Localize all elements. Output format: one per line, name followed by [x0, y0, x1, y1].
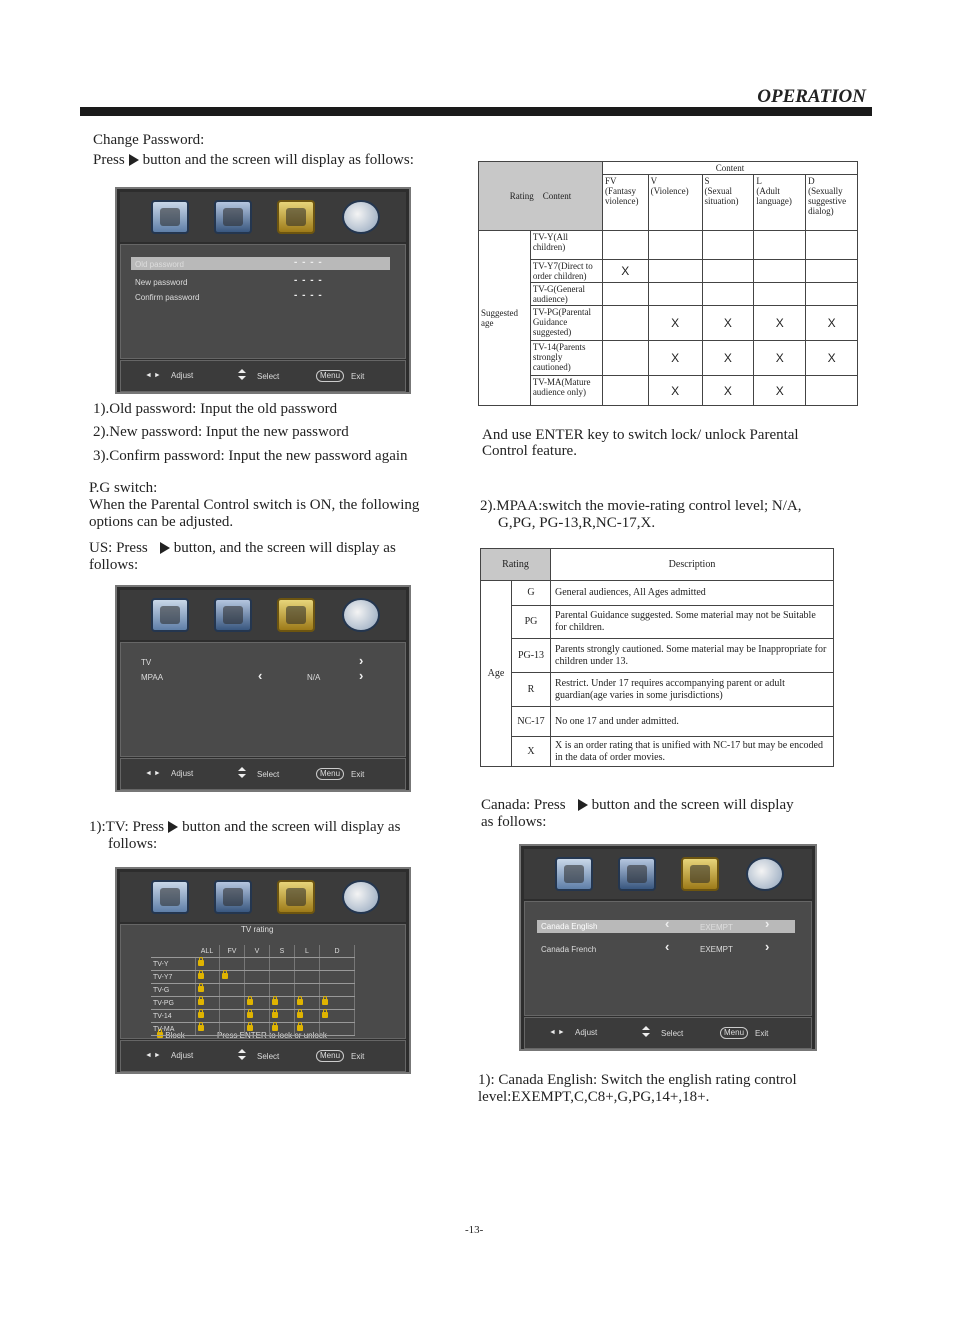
canada-line1	[481, 797, 794, 814]
menu-button[interactable]: Menu	[720, 1027, 748, 1039]
mark	[602, 231, 648, 260]
mark	[754, 231, 806, 260]
us-line2: follows:	[89, 557, 139, 573]
mark: X	[754, 376, 806, 406]
content-header: Content	[542, 191, 572, 201]
menu-icon-bar	[524, 849, 812, 899]
exit-label: Exit	[351, 1052, 365, 1061]
canada-french-value: EXEMPT	[700, 945, 733, 954]
cell	[245, 971, 270, 984]
picture-icon	[151, 598, 189, 632]
lock-cell[interactable]	[220, 971, 245, 984]
pw-item-3: 3).Confirm password: Input the new password again	[93, 448, 408, 464]
row-tv-pg: TV-PG	[151, 997, 195, 1010]
col-fv: FV	[220, 945, 245, 958]
tv-line2: follows:	[108, 836, 158, 852]
exit-label: Exit	[755, 1029, 769, 1038]
cell	[295, 971, 320, 984]
lock-cell[interactable]	[270, 997, 295, 1010]
mark	[806, 260, 858, 283]
chevron-right-icon[interactable]: ›	[359, 668, 364, 683]
password-panel	[120, 244, 406, 359]
enter-line2: Control feature.	[482, 443, 577, 459]
change-password-title: Change Password:	[93, 132, 205, 148]
chevron-right-icon[interactable]: ›	[765, 916, 770, 931]
pw-item-1: 1).Old password: Input the old password	[93, 401, 338, 417]
password-screen	[115, 187, 411, 394]
col-l: L (Adult language)	[754, 175, 806, 231]
setup-gear-icon	[277, 200, 315, 234]
sound-icon	[214, 200, 252, 234]
canada-rating-screen	[519, 844, 817, 1051]
canada-english-item[interactable]: Canada English	[541, 922, 598, 931]
mpaa-item[interactable]: MPAA	[141, 673, 164, 682]
suggested-age: Suggested age	[479, 231, 531, 406]
canada-english-line2: level:EXEMPT,C,C8+,G,PG,14+,18+.	[478, 1089, 710, 1105]
screen-footer	[120, 1040, 406, 1072]
canada-french-item[interactable]: Canada French	[541, 945, 597, 954]
pg-switch-line2: options can be adjusted.	[89, 514, 234, 530]
row-tv-ma: TV-MA	[151, 1023, 195, 1036]
tv-text-2: button and the screen will display as	[182, 819, 401, 835]
sound-icon	[618, 857, 656, 891]
confirm-password-field[interactable]: - - - -	[294, 290, 323, 301]
picture-icon	[555, 857, 593, 891]
left-right-icon: ◄ ►	[145, 372, 161, 379]
lock-cell[interactable]	[245, 1023, 270, 1036]
cell	[320, 971, 355, 984]
tv-rating-table	[478, 161, 858, 406]
mark: X	[754, 341, 806, 376]
lock-icon	[198, 999, 204, 1005]
us-panel	[120, 642, 406, 757]
pg-switch-title: P.G switch:	[89, 480, 158, 496]
exit-label: Exit	[351, 372, 365, 381]
age-label: Age	[481, 581, 512, 767]
row-tv-y: TV-Y	[151, 958, 195, 971]
cell	[270, 958, 295, 971]
cell	[295, 958, 320, 971]
cell	[295, 984, 320, 997]
adjust-label: Adjust	[171, 1051, 194, 1060]
old-password-label: Old password	[135, 260, 184, 269]
right-arrow-icon	[129, 154, 139, 166]
col-d: D	[320, 945, 355, 958]
mark	[806, 376, 858, 406]
row-label: TV-14(Parents strongly cautioned)	[530, 341, 602, 376]
cell	[220, 1010, 245, 1023]
chevron-right-icon[interactable]: ›	[765, 939, 770, 954]
lock-icon	[297, 1025, 303, 1031]
old-password-field[interactable]: - - - -	[294, 257, 323, 268]
cell	[220, 997, 245, 1010]
confirm-password-label: Confirm password	[135, 293, 200, 302]
tv-rating-grid	[151, 945, 355, 1036]
exit-label: Exit	[351, 770, 365, 779]
lock-icon	[198, 986, 204, 992]
tv-item[interactable]: TV	[141, 658, 152, 667]
press-text-2: button and the screen will display as follows:	[142, 152, 414, 168]
row-label: TV-MA(Mature audience only)	[530, 376, 602, 406]
lock-icon	[297, 999, 303, 1005]
desc: Parental Guidance suggested. Some material may not be Suitable for children.	[551, 606, 834, 639]
enter-hint: Press ENTER to lock or unlock	[217, 1031, 327, 1040]
mark: X	[754, 306, 806, 341]
pg-switch-line1: When the Parental Control switch is ON, the following	[89, 497, 420, 513]
row-label: TV-G(General audience)	[530, 283, 602, 306]
desc: Parents strongly cautioned. Some material may be Inappropriate for children under 13.	[551, 639, 834, 673]
lock-icon	[322, 999, 328, 1005]
us-text: US: Press	[89, 540, 148, 556]
lock-cell[interactable]	[195, 958, 220, 971]
row-label: TV-Y(All children)	[530, 231, 602, 260]
lock-icon	[322, 1012, 328, 1018]
grid-corner	[151, 945, 195, 958]
row-tv-g: TV-G	[151, 984, 195, 997]
description-header: Description	[551, 549, 834, 581]
col-l: L	[295, 945, 320, 958]
mark	[602, 283, 648, 306]
tv-text: 1):TV: Press	[89, 819, 165, 835]
lock-icon	[297, 1012, 303, 1018]
lock-cell[interactable]	[320, 997, 355, 1010]
menu-icon-bar	[120, 872, 406, 922]
mark	[806, 231, 858, 260]
col-s: S (Sexual situation)	[702, 175, 754, 231]
code: G	[512, 581, 551, 606]
lock-icon	[198, 960, 204, 966]
desc: Restrict. Under 17 requires accompanying parent or adult guardian(age varies in some jurisdictions)	[551, 673, 834, 707]
cell	[270, 971, 295, 984]
mark: X	[806, 341, 858, 376]
lock-cell[interactable]	[270, 1010, 295, 1023]
picture-icon	[151, 200, 189, 234]
lock-icon	[272, 1012, 278, 1018]
screen-footer	[524, 1017, 812, 1049]
mark	[648, 260, 702, 283]
row-label: TV-PG(Parental Guidance suggested)	[530, 306, 602, 341]
canada-panel	[524, 901, 812, 1016]
desc: General audiences, All Ages admitted	[551, 581, 834, 606]
col-d: D (Sexually suggestive dialog)	[806, 175, 858, 231]
mark	[602, 341, 648, 376]
lock-icon	[272, 999, 278, 1005]
setup-gear-icon	[277, 880, 315, 914]
code: PG	[512, 606, 551, 639]
lock-icon	[198, 973, 204, 979]
press-line	[93, 152, 414, 169]
chevron-left-icon[interactable]: ‹	[258, 668, 263, 683]
block-label: Block	[165, 1031, 185, 1040]
page-number: -13-	[465, 1224, 484, 1236]
select-label: Select	[661, 1029, 684, 1038]
mark: X	[602, 260, 648, 283]
lock-cell[interactable]	[195, 984, 220, 997]
cell	[320, 1023, 355, 1036]
canada-text: Canada: Press	[481, 797, 566, 813]
desc: X is an order rating that is unified with NC-17 but may be encoded in the data of order movies.	[551, 737, 834, 767]
chevron-right-icon[interactable]: ›	[359, 653, 364, 668]
header-rule	[80, 107, 872, 116]
row-tv-y7: TV-Y7	[151, 971, 195, 984]
lock-cell[interactable]	[245, 1010, 270, 1023]
lock-cell[interactable]	[295, 1023, 320, 1036]
mark	[702, 283, 754, 306]
right-arrow-icon	[168, 821, 178, 833]
code: PG-13	[512, 639, 551, 673]
col-v: V	[245, 945, 270, 958]
lock-cell[interactable]	[295, 1010, 320, 1023]
mark: X	[648, 376, 702, 406]
canada-english-value: EXEMPT	[700, 923, 733, 932]
cell	[270, 984, 295, 997]
menu-icon-bar	[120, 590, 406, 640]
tv-line1	[89, 819, 400, 836]
lock-icon	[247, 999, 253, 1005]
page-title: OPERATION	[757, 86, 866, 107]
lock-icon	[272, 1025, 278, 1031]
col-v: V (Violence)	[648, 175, 702, 231]
mark	[702, 260, 754, 283]
sound-icon	[214, 598, 252, 632]
select-label: Select	[257, 770, 280, 779]
content-group-header: Content	[602, 162, 857, 175]
mark: X	[648, 306, 702, 341]
mpaa-value: N/A	[307, 673, 321, 682]
lock-icon	[222, 973, 228, 979]
lock-cell[interactable]	[295, 997, 320, 1010]
lock-cell[interactable]	[195, 997, 220, 1010]
adjust-label: Adjust	[171, 371, 194, 380]
globe-icon	[342, 598, 380, 632]
col-s: S	[270, 945, 295, 958]
lock-cell[interactable]	[320, 1010, 355, 1023]
menu-icon-bar	[120, 192, 406, 242]
menu-button[interactable]: Menu	[316, 370, 344, 382]
mark: X	[806, 306, 858, 341]
mark: X	[702, 306, 754, 341]
desc: No one 17 and under admitted.	[551, 707, 834, 737]
new-password-label: New password	[135, 278, 188, 287]
mpaa-table	[480, 548, 834, 767]
globe-icon	[342, 200, 380, 234]
cell	[220, 1023, 245, 1036]
menu-button[interactable]: Menu	[316, 1050, 344, 1062]
us-text-2: button, and the screen will display as	[173, 540, 396, 556]
lock-icon	[247, 1012, 253, 1018]
sound-icon	[214, 880, 252, 914]
lock-cell[interactable]	[245, 997, 270, 1010]
adjust-label: Adjust	[171, 769, 194, 778]
rating-header: Rating	[481, 549, 551, 581]
lock-cell[interactable]	[195, 1010, 220, 1023]
select-label: Select	[257, 372, 280, 381]
mark	[602, 306, 648, 341]
right-arrow-icon	[578, 799, 588, 811]
code: X	[512, 737, 551, 767]
lock-cell[interactable]	[195, 971, 220, 984]
left-right-icon: ◄ ►	[549, 1029, 565, 1036]
code: NC-17	[512, 707, 551, 737]
cell	[220, 958, 245, 971]
globe-icon	[342, 880, 380, 914]
enter-line1: And use ENTER key to switch lock/ unlock Parental	[482, 427, 799, 443]
rating-header: Rating	[509, 191, 534, 201]
mark	[754, 260, 806, 283]
mpaa-line1: 2).MPAA:switch the movie-rating control level; N/A,	[480, 498, 802, 514]
code: R	[512, 673, 551, 707]
pw-item-2: 2).New password: Input the new password	[93, 424, 349, 440]
mark	[602, 376, 648, 406]
tv-rating-title: TV rating	[241, 925, 274, 934]
chevron-left-icon[interactable]: ‹	[665, 939, 670, 954]
row-tv-14: TV-14	[151, 1010, 195, 1023]
rating-content-header	[479, 162, 603, 231]
left-right-icon: ◄ ►	[145, 1052, 161, 1059]
globe-icon	[746, 857, 784, 891]
lock-icon	[198, 1012, 204, 1018]
left-right-icon: ◄ ►	[145, 770, 161, 777]
canada-line2: as follows:	[481, 814, 547, 830]
mark	[806, 283, 858, 306]
cell	[320, 958, 355, 971]
select-label: Select	[257, 1052, 280, 1061]
setup-gear-icon	[277, 598, 315, 632]
right-arrow-icon	[160, 542, 170, 554]
canada-text-2: button and the screen will display	[591, 797, 794, 813]
chevron-left-icon[interactable]: ‹	[665, 916, 670, 931]
mark	[702, 231, 754, 260]
new-password-field[interactable]: - - - -	[294, 275, 323, 286]
lock-cell[interactable]	[270, 1023, 295, 1036]
cell	[245, 958, 270, 971]
mark: X	[702, 376, 754, 406]
lock-icon	[247, 1025, 253, 1031]
menu-button[interactable]: Menu	[316, 768, 344, 780]
us-rating-screen	[115, 585, 411, 792]
mark	[754, 283, 806, 306]
mark	[648, 283, 702, 306]
press-text: Press	[93, 152, 125, 168]
cell	[245, 984, 270, 997]
cell	[320, 984, 355, 997]
cell	[220, 984, 245, 997]
lock-icon	[198, 1025, 204, 1031]
mark	[648, 231, 702, 260]
screen-footer	[120, 758, 406, 790]
mpaa-line2: G,PG, PG-13,R,NC-17,X.	[498, 515, 656, 531]
adjust-label: Adjust	[575, 1028, 598, 1037]
col-all: ALL	[195, 945, 220, 958]
picture-icon	[151, 880, 189, 914]
row-label: TV-Y7(Direct to order children)	[530, 260, 602, 283]
lock-cell[interactable]	[195, 1023, 220, 1036]
screen-footer	[120, 360, 406, 392]
mark: X	[702, 341, 754, 376]
setup-gear-icon	[681, 857, 719, 891]
us-line1	[89, 540, 396, 557]
col-fv: FV (Fantasy violence)	[602, 175, 648, 231]
canada-english-line1: 1): Canada English: Switch the english rating control	[478, 1072, 797, 1088]
mark: X	[648, 341, 702, 376]
